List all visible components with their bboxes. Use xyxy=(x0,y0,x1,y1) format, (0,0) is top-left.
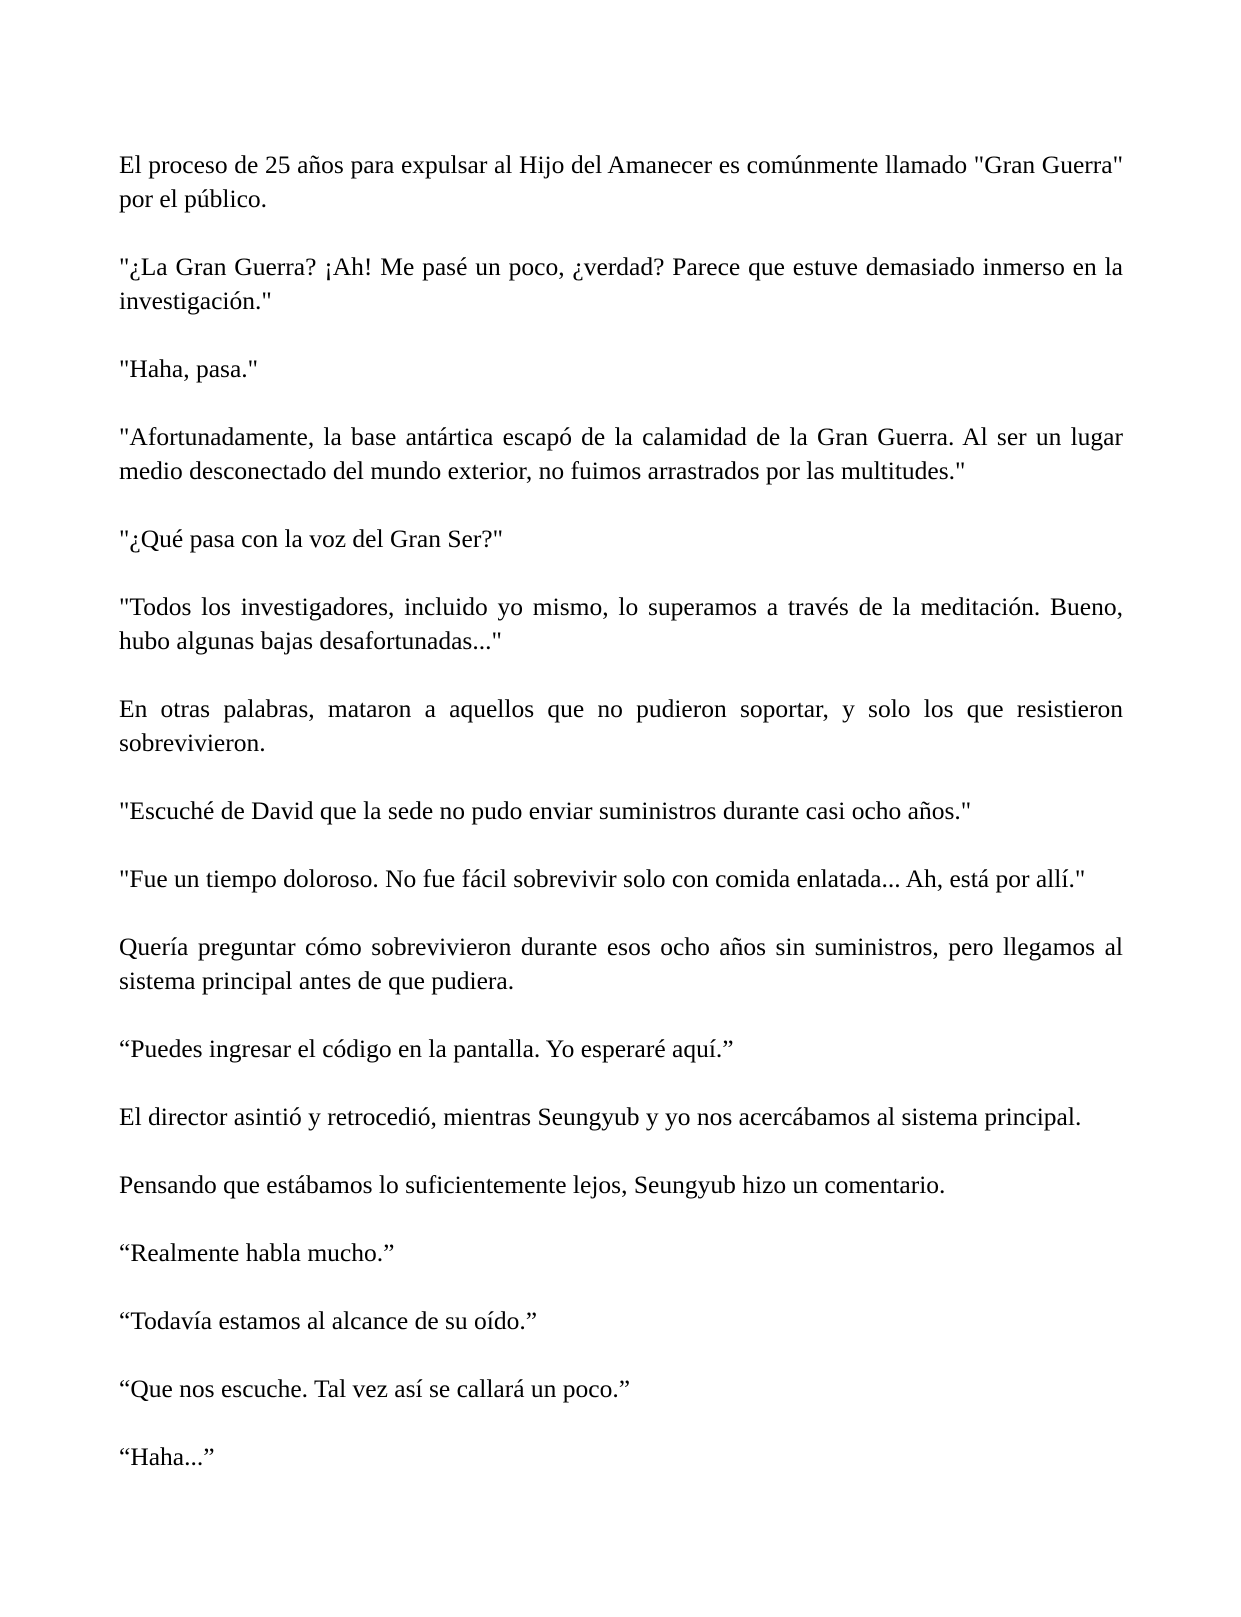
paragraph: "Afortunadamente, la base antártica escapó de la calamidad de la Gran Guerra. Al ser un lugar medio desconectado del mundo exterior, no fuimos arrastrados por las multitudes." xyxy=(119,422,1123,485)
paragraph: “Todavía estamos al alcance de su oído.” xyxy=(119,1306,538,1335)
paragraph: "Escuché de David que la sede no pudo enviar suministros durante casi ocho años." xyxy=(119,796,972,825)
document-page xyxy=(119,148,1123,1474)
paragraph: "Todos los investigadores, incluido yo mismo, lo superamos a través de la meditación. Bueno, hubo algunas bajas desafortunadas..." xyxy=(119,592,1123,655)
paragraph: "¿La Gran Guerra? ¡Ah! Me pasé un poco, ¿verdad? Parece que estuve demasiado inmerso en la investigación." xyxy=(119,252,1123,315)
paragraph: “Realmente habla mucho.” xyxy=(119,1238,395,1267)
paragraph: Pensando que estábamos lo suficientemente lejos, Seungyub hizo un comentario. xyxy=(119,1170,946,1199)
paragraph: “Puedes ingresar el código en la pantalla. Yo esperaré aquí.” xyxy=(119,1034,734,1063)
paragraph: “Que nos escuche. Tal vez así se callará un poco.” xyxy=(119,1374,631,1403)
paragraph: "¿Qué pasa con la voz del Gran Ser?" xyxy=(119,524,504,553)
paragraph: "Fue un tiempo doloroso. No fue fácil sobrevivir solo con comida enlatada... Ah, está por allí." xyxy=(119,864,1086,893)
paragraph: En otras palabras, mataron a aquellos que no pudieron soportar, y solo los que resistieron sobrevivieron. xyxy=(119,694,1123,757)
paragraph: “Haha...” xyxy=(119,1442,215,1471)
paragraph: El proceso de 25 años para expulsar al Hijo del Amanecer es comúnmente llamado "Gran Guerra" por el público. xyxy=(119,150,1123,213)
paragraph: "Haha, pasa." xyxy=(119,354,259,383)
paragraph: Quería preguntar cómo sobrevivieron durante esos ocho años sin suministros, pero llegamos al sistema principal antes de que pudiera. xyxy=(119,932,1123,995)
paragraph: El director asintió y retrocedió, mientras Seungyub y yo nos acercábamos al sistema principal. xyxy=(119,1102,1082,1131)
